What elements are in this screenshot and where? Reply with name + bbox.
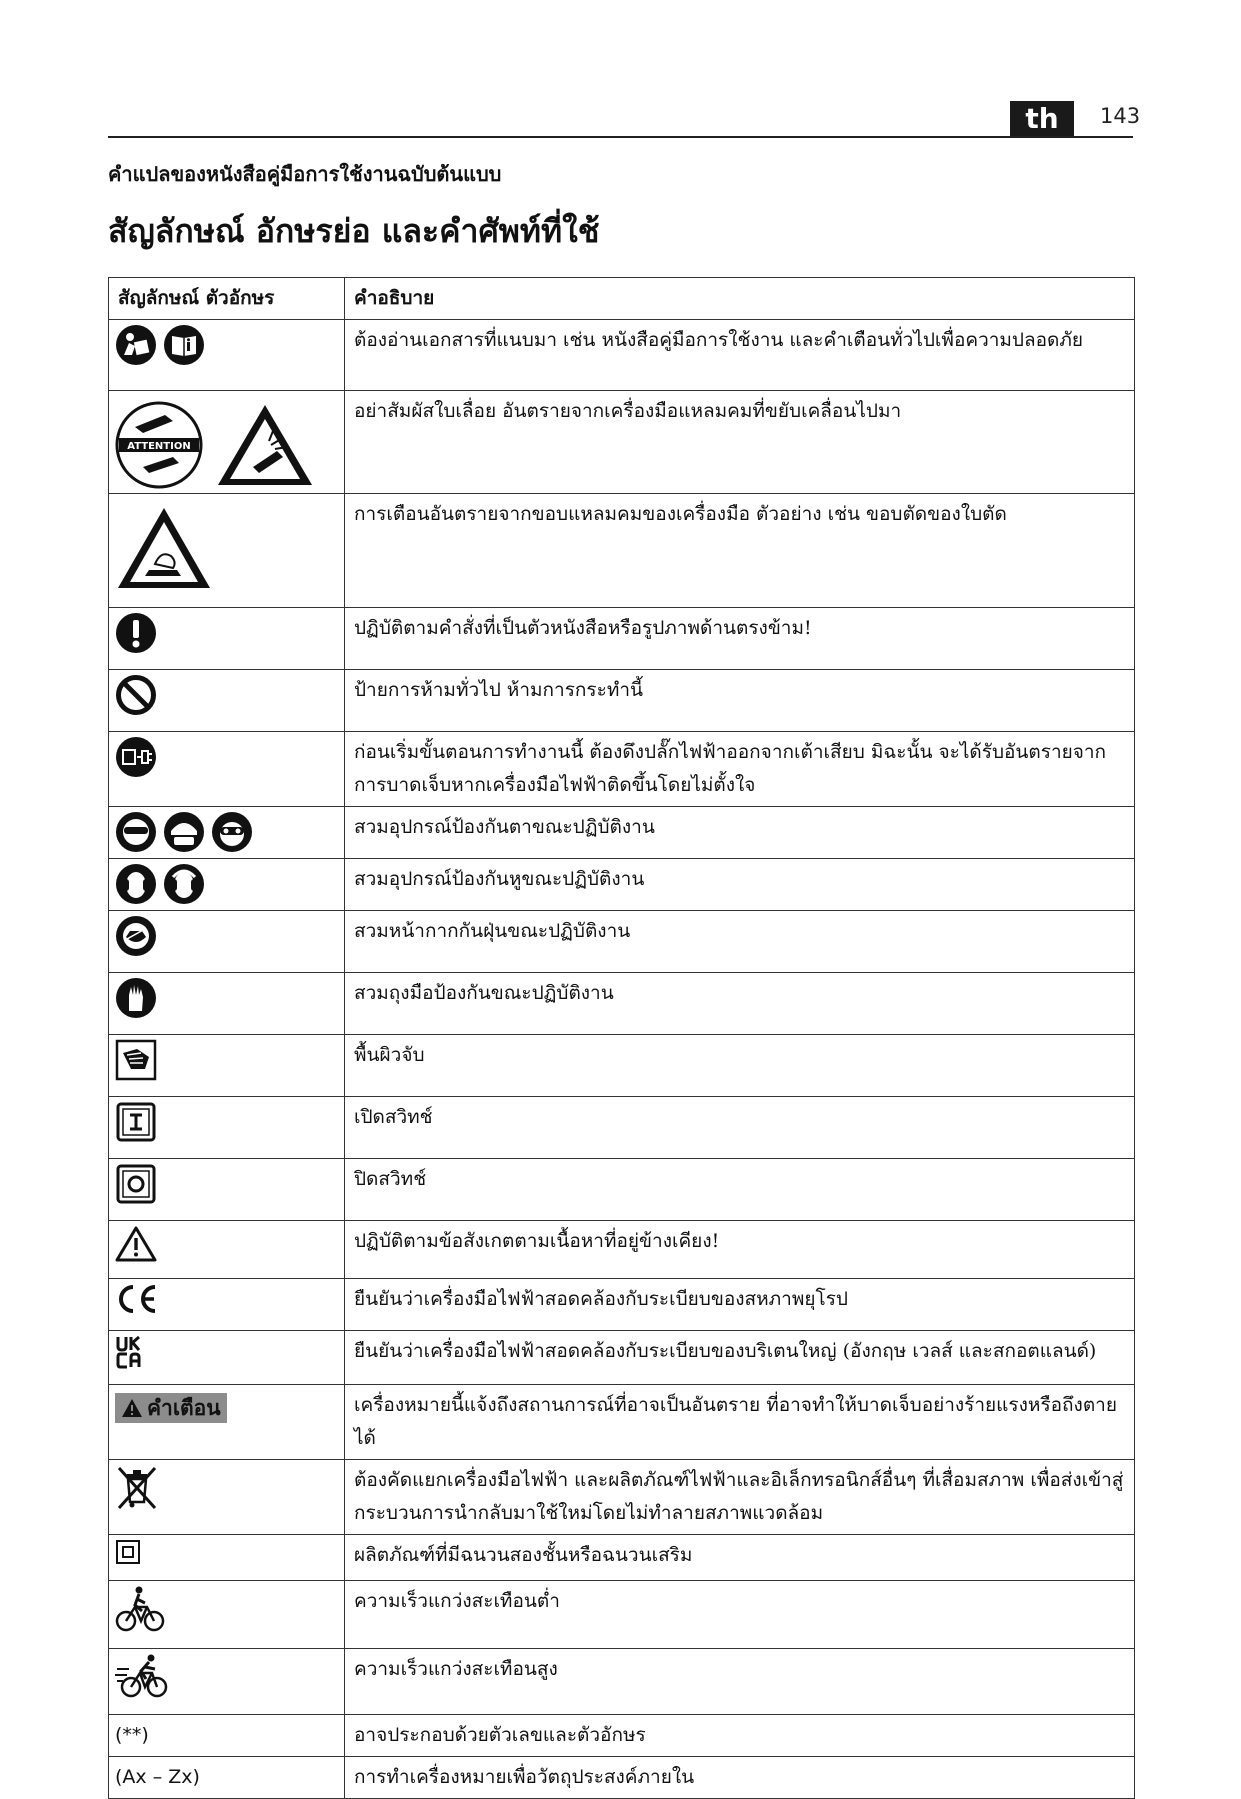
description-cell: ป้ายการห้ามทั่วไป ห้ามการกระทำนี้: [345, 670, 1135, 732]
description-cell: สวมอุปกรณ์ป้องกันหูขณะปฏิบัติงาน: [345, 859, 1135, 911]
mandatory-instruction-icon: [115, 612, 157, 654]
weee-bin-icon: [115, 1464, 159, 1512]
table-row: [109, 1331, 1135, 1385]
page-subtitle: คำแปลของหนังสือคู่มือการใช้งานฉบับต้นแบบ: [108, 162, 502, 186]
symbol-cell: [109, 859, 345, 911]
table-row: [109, 1035, 1135, 1097]
symbol-cell: [109, 1279, 345, 1331]
description-cell: พื้นผิวจับ: [345, 1035, 1135, 1097]
description-cell: ความเร็วแกว่งสะเทือนต่ำ: [345, 1581, 1135, 1649]
symbol-cell: [109, 320, 345, 391]
description-cell: ความเร็วแกว่งสะเทือนสูง: [345, 1649, 1135, 1715]
description-cell: ก่อนเริ่มขั้นตอนการทำงานนี้ ต้องดึงปลั๊กไฟฟ้าออกจากเต้าเสียบ มิฉะนั้น จะได้รับอันตรายจากการบาดเจ็บหากเครื่องมือไฟฟ้าติดขึ้นโดยไม่ตั้งใจ: [345, 732, 1135, 807]
description-cell: ยืนยันว่าเครื่องมือไฟฟ้าสอดคล้องกับระเบียบของบริเตนใหญ่ (อังกฤษ เวลส์ และสกอตแลนด์): [345, 1331, 1135, 1385]
ear-protection-icon: [115, 863, 157, 905]
table-row: [109, 320, 1135, 391]
symbol-cell: [109, 1159, 345, 1221]
ear-muffs-icon: [163, 863, 205, 905]
description-cell: ปฏิบัติตามข้อสังเกตตามเนื้อหาที่อยู่ข้างเคียง!: [345, 1221, 1135, 1279]
description-cell: สวมหน้ากากกันฝุ่นขณะปฏิบัติงาน: [345, 911, 1135, 973]
attention-saw-blade-icon: [115, 401, 203, 489]
prohibition-icon: [115, 674, 157, 716]
symbol-text: (**): [109, 1715, 345, 1757]
description-cell: การทำเครื่องหมายเพื่อวัตถุประสงค์ภายใน: [345, 1757, 1135, 1799]
symbol-cell: [109, 1649, 345, 1715]
symbol-cell: [109, 1331, 345, 1385]
symbol-cell: [109, 807, 345, 859]
symbol-cell: [109, 1097, 345, 1159]
symbols-table: [108, 277, 1135, 1799]
symbol-cell: [109, 911, 345, 973]
description-cell: สวมอุปกรณ์ป้องกันตาขณะปฏิบัติงาน: [345, 807, 1135, 859]
grip-surface-icon: [115, 1039, 157, 1081]
col-header-description: คำอธิบาย: [345, 278, 1135, 320]
symbol-cell: [109, 973, 345, 1035]
page-title: สัญลักษณ์ อักษรย่อ และคำศัพท์ที่ใช้: [108, 212, 600, 250]
description-cell: อาจประกอบด้วยตัวเลขและตัวอักษร: [345, 1715, 1135, 1757]
description-cell: สวมถุงมือป้องกันขณะปฏิบัติงาน: [345, 973, 1135, 1035]
read-manual-icon: [115, 324, 157, 366]
cutting-edge-warning-icon: [115, 504, 213, 592]
table-row: [109, 670, 1135, 732]
warning-badge-icon: [115, 1393, 227, 1423]
table-row: [109, 1757, 1135, 1799]
table-row: [109, 1715, 1135, 1757]
table-row: [109, 1159, 1135, 1221]
symbol-cell: [109, 1035, 345, 1097]
description-cell: อย่าสัมผัสใบเลื่อย อันตรายจากเครื่องมือแหลมคมที่ขยับเคลื่อนไปมา: [345, 391, 1135, 494]
warning-triangle-icon: [121, 1398, 143, 1418]
table-row: [109, 1097, 1135, 1159]
symbol-cell: [109, 1581, 345, 1649]
table-row: [109, 1279, 1135, 1331]
description-cell: ผลิตภัณฑ์ที่มีฉนวนสองชั้นหรือฉนวนเสริม: [345, 1535, 1135, 1581]
table-row: [109, 1581, 1135, 1649]
table-row: [109, 732, 1135, 807]
table-row: [109, 494, 1135, 608]
ukca-mark-icon: [115, 1335, 149, 1369]
symbol-cell: [109, 391, 345, 494]
goggles-icon: [211, 811, 253, 853]
symbol-cell: [109, 1221, 345, 1279]
symbol-cell: [109, 670, 345, 732]
description-cell: เปิดสวิทช์: [345, 1097, 1135, 1159]
face-shield-icon: [163, 811, 205, 853]
ce-mark-icon: [115, 1283, 161, 1315]
low-speed-bicycle-icon: [115, 1585, 165, 1633]
double-insulation-icon: [115, 1539, 141, 1565]
description-cell: ปิดสวิทช์: [345, 1159, 1135, 1221]
table-header-row: [109, 278, 1135, 320]
table-row: [109, 807, 1135, 859]
table-row: [109, 1649, 1135, 1715]
description-cell: ต้องอ่านเอกสารที่แนบมา เช่น หนังสือคู่มือการใช้งาน และคำเตือนทั่วไปเพื่อความปลอดภัย: [345, 320, 1135, 391]
unplug-icon: [115, 736, 157, 778]
table-row: [109, 391, 1135, 494]
table-row: [109, 973, 1135, 1035]
header-rule: [108, 136, 1133, 138]
description-cell: ปฏิบัติตามคำสั่งที่เป็นตัวหนังสือหรือรูปภาพด้านตรงข้าม!: [345, 608, 1135, 670]
description-cell: เครื่องหมายนี้แจ้งถึงสถานการณ์ที่อาจเป็นอันตราย ที่อาจทำให้บาดเจ็บอย่างร้ายแรงหรือถึงตายได้: [345, 1385, 1135, 1460]
high-speed-bicycle-icon: [115, 1653, 171, 1699]
warning-badge-label: คำเตือน: [147, 1395, 221, 1420]
sharp-tool-warning-icon: [215, 401, 315, 489]
gloves-icon: [115, 977, 157, 1019]
language-tab: th: [1010, 101, 1074, 136]
symbol-cell: [109, 608, 345, 670]
symbol-cell: [109, 732, 345, 807]
dust-mask-icon: [115, 915, 157, 957]
symbol-cell: [109, 494, 345, 608]
symbol-text: (Ax – Zx): [109, 1757, 345, 1799]
description-cell: การเตือนอันตรายจากขอบแหลมคมของเครื่องมือ ตัวอย่าง เช่น ขอบตัดของใบตัด: [345, 494, 1135, 608]
eye-protection-icon: [115, 811, 157, 853]
caution-triangle-icon: [115, 1225, 157, 1263]
switch-off-icon: [115, 1163, 157, 1205]
table-row: [109, 1221, 1135, 1279]
table-row: [109, 1460, 1135, 1535]
table-row: [109, 608, 1135, 670]
table-row: [109, 859, 1135, 911]
symbol-cell: [109, 1385, 345, 1460]
col-header-symbol: สัญลักษณ์ ตัวอักษร: [109, 278, 345, 320]
info-book-icon: [163, 324, 205, 366]
table-row: [109, 1385, 1135, 1460]
switch-on-icon: [115, 1101, 157, 1143]
description-cell: ยืนยันว่าเครื่องมือไฟฟ้าสอดคล้องกับระเบียบของสหภาพยุโรป: [345, 1279, 1135, 1331]
symbol-cell: [109, 1460, 345, 1535]
table-row: [109, 1535, 1135, 1581]
table-row: [109, 911, 1135, 973]
description-cell: ต้องคัดแยกเครื่องมือไฟฟ้า และผลิตภัณฑ์ไฟฟ้าและอิเล็กทรอนิกส์อื่นๆ ที่เสื่อมสภาพ เพื่อส่งเข้าสู่กระบวนการนำกลับมาใช้ใหม่โดยไม่ทำลายสภาพแวดล้อม: [345, 1460, 1135, 1535]
symbol-cell: [109, 1535, 345, 1581]
svg-text:ATTENTION: ATTENTION: [127, 441, 191, 452]
page-number: 143: [1100, 104, 1141, 128]
